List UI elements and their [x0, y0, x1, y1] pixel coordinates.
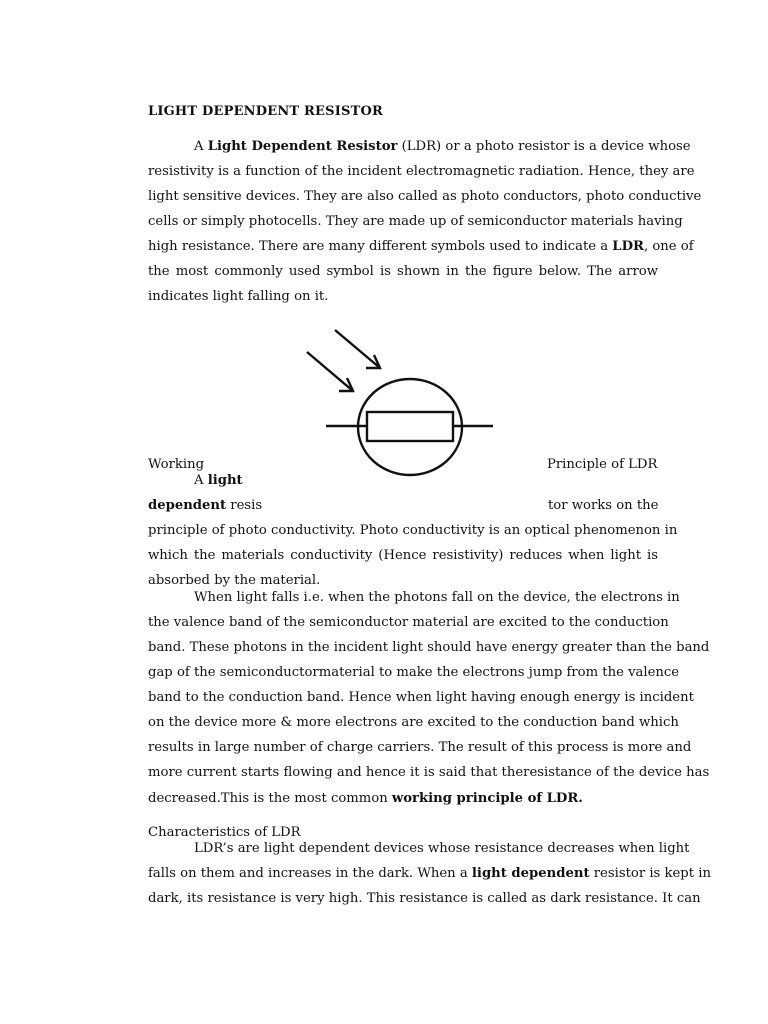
text-run: high resistance. There are many different symbols used to indicate a	[148, 239, 613, 254]
text-run: resis	[226, 498, 263, 513]
characteristics-line-1: LDR’s are light dependent devices whose resistance decreases when light	[194, 841, 690, 856]
intro-line-6: the most commonly used symbol is shown in the figure below. The arrow	[148, 264, 658, 279]
bold-term-light: light	[207, 473, 243, 488]
working-line-3: absorbed by the material.	[148, 573, 321, 588]
light-arrow-lower	[307, 352, 353, 391]
text-run: falls on them and increases in the dark. When a	[148, 866, 472, 881]
working-line-a-light	[194, 473, 243, 489]
working-p2-line-5: band to the conduction band. Hence when light having enough energy is incident	[148, 690, 694, 705]
working-heading-right: Principle of LDR	[547, 457, 658, 472]
characteristics-line-2	[148, 866, 711, 882]
characteristics-line-3: dark, its resistance is very high. This resistance is called as dark resistance. It can	[148, 891, 701, 906]
intro-line-2: resistivity is a function of the incident electromagnetic radiation. Hence, they are	[148, 164, 695, 179]
working-heading-left: Working	[148, 457, 205, 472]
intro-line-1	[148, 139, 691, 155]
bold-term-light-dependent: light dependent	[471, 866, 590, 881]
bold-term-working-principle: working principle of LDR.	[391, 791, 583, 806]
working-p2-line-9	[148, 791, 658, 807]
working-line-dependent	[148, 498, 262, 514]
working-p2-line-3: band. These photons in the incident light should have energy greater than the band	[148, 640, 710, 655]
bold-term-ldr: Light Dependent Resistor	[207, 139, 398, 154]
text-run: , one of	[643, 239, 694, 254]
bold-term-ldr-abbr: LDR	[612, 239, 644, 254]
working-p2-line-4: gap of the semiconductormaterial to make the electrons jump from the valence	[148, 665, 680, 680]
text-run: (LDR) or a photo resistor is a device whose	[397, 139, 691, 154]
working-p2-line-1: When light falls i.e. when the photons fall on the device, the electrons in	[194, 590, 680, 605]
document-heading: LIGHT DEPENDENT RESISTOR	[148, 104, 383, 119]
text-run: decreased.This is the most common	[148, 791, 392, 806]
working-line-1: principle of photo conductivity. Photo conductivity is an optical phenomenon in	[148, 523, 678, 538]
text-run: A	[194, 473, 208, 488]
working-p2-line-7: results in large number of charge carriers. The result of this process is more and	[148, 740, 692, 755]
intro-line-3: light sensitive devices. They are also called as photo conductors, photo conductive	[148, 189, 702, 204]
bold-term-dependent: dependent	[148, 498, 227, 513]
ldr-symbol-diagram	[300, 325, 500, 480]
resistor-body	[367, 412, 453, 441]
working-p2-line-2: the valence band of the semiconductor material are excited to the conduction	[148, 615, 669, 630]
intro-line-5	[148, 239, 694, 255]
characteristics-heading: Characteristics of LDR	[148, 825, 301, 840]
working-line-2: which the materials conductivity (Hence resistivity) reduces when light is	[148, 548, 658, 563]
ldr-enclosure-circle	[358, 379, 462, 475]
text-run: resistor is kept in	[589, 866, 711, 881]
light-arrow-upper	[335, 330, 380, 368]
working-p2-line-6: on the device more & more electrons are excited to the conduction band which	[148, 715, 679, 730]
text-run: A	[194, 139, 208, 154]
intro-line-4: cells or simply photocells. They are made up of semiconductor materials having	[148, 214, 683, 229]
intro-line-7: indicates light falling on it.	[148, 289, 329, 304]
working-line-tor-works: tor works on the	[548, 498, 659, 513]
working-p2-line-8: more current starts flowing and hence it is said that theresistance of the device has	[148, 765, 710, 780]
